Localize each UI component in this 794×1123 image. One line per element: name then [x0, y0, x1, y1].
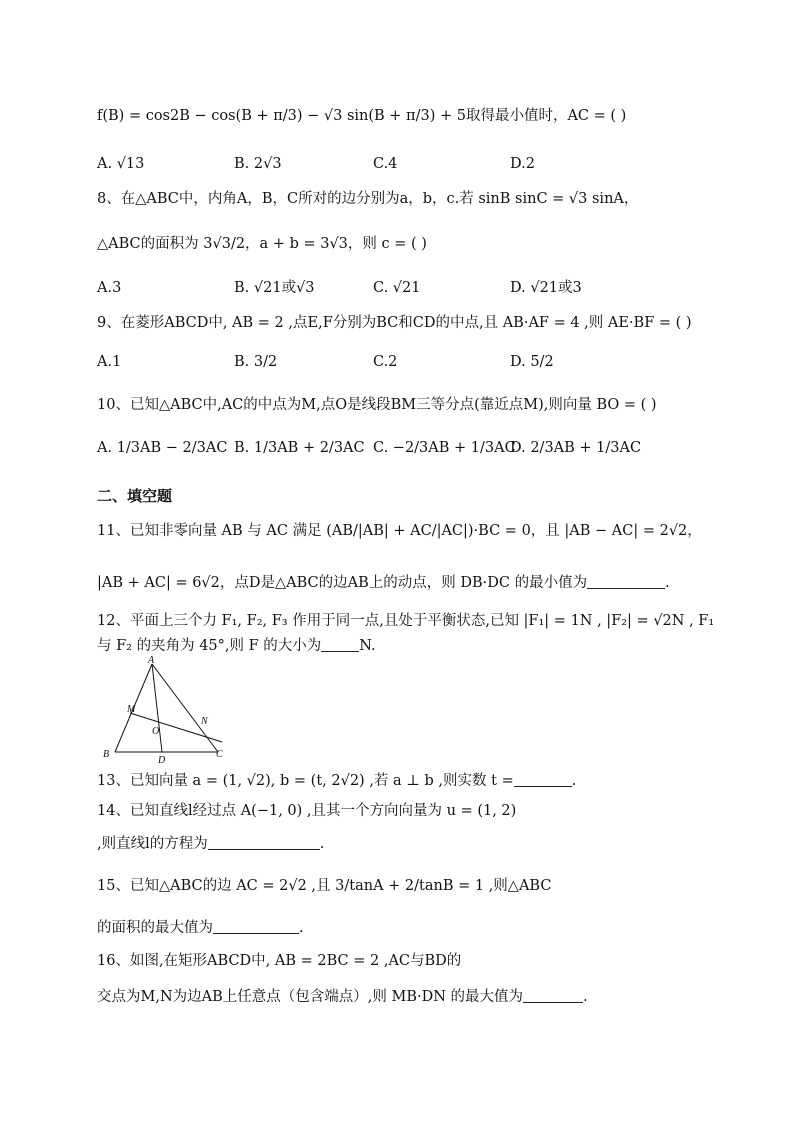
- q16-stem-line1: 16、如图,在矩形ABCD中, AB = 2BC = 2 ,AC与BD的: [97, 953, 462, 969]
- q15-end: .: [299, 920, 304, 936]
- q7-option-a[interactable]: A. √13: [97, 156, 145, 172]
- q8-option-a[interactable]: A.3: [97, 280, 122, 296]
- q8-stem-line1: 8、在△ABC中，内角A，B，C所对的边分别为a，b，c.若 sinB sinC = √3 sinA，: [97, 191, 639, 207]
- figure-label-c: C: [216, 749, 223, 760]
- q14-stem-line1: 14、已知直线l经过点 A(−1, 0) ,且其一个方向向量为 u = (1, 2): [97, 803, 517, 819]
- figure-line-mn: [130, 713, 222, 742]
- q11-stem-line1: 11、已知非零向量 AB 与 AC 满足 (AB/|AB| + AC/|AC|)·BC = 0，且 |AB − AC| = 2√2，: [97, 523, 702, 539]
- q16-answer-blank[interactable]: [523, 988, 583, 1003]
- figure-label-d: D: [158, 755, 166, 766]
- q16-line2-text: 交点为M,N为边AB上任意点（包含端点）,则 MB·DN 的最大值为: [97, 989, 524, 1005]
- q7-option-d[interactable]: D.2: [510, 156, 535, 172]
- figure-label-m: M: [127, 704, 136, 715]
- q11-answer-blank[interactable]: [587, 574, 665, 589]
- q12-stem-line2: [97, 636, 376, 656]
- q16-stem-line2: [97, 987, 588, 1007]
- q8-option-c[interactable]: C. √21: [373, 280, 421, 296]
- q13-line1-text: 13、已知向量 a = (1, √2), b = (t, 2√2) ,若 a ⊥ b ,则实数 t =: [97, 773, 514, 789]
- q10-options: [97, 436, 717, 460]
- q12-answer-blank[interactable]: [321, 637, 359, 652]
- section-title-fill-in: 二、填空题: [97, 487, 173, 505]
- q8-options: [97, 276, 717, 300]
- q11-end: .: [665, 575, 670, 591]
- q12-end: N.: [359, 638, 376, 654]
- q16-end: .: [583, 989, 588, 1005]
- q11-line2-text: |AB + AC| = 6√2，点D是△ABC的边AB上的动点，则 DB·DC 的最小值为: [97, 575, 588, 591]
- figure-median-ad: [152, 664, 162, 752]
- q9-option-d[interactable]: D. 5/2: [510, 354, 554, 370]
- q13-answer-blank[interactable]: [514, 772, 572, 787]
- q14-answer-blank[interactable]: [208, 835, 320, 850]
- q15-stem-line2: [97, 918, 304, 938]
- q10-option-a[interactable]: A. 1/3AB − 2/3AC: [97, 440, 228, 456]
- q9-options: [97, 350, 717, 374]
- q12-stem-line1: 12、平面上三个力 F₁, F₂, F₃ 作用于同一点,且处于平衡状态,已知 |F₁| = 1N , |F₂| = √2N , F₁: [97, 613, 715, 629]
- q12-line2-text: 与 F₂ 的夹角为 45°,则 F 的大小为: [97, 638, 322, 654]
- figure-label-a: A: [148, 656, 155, 666]
- q9-option-b[interactable]: B. 3/2: [234, 354, 278, 370]
- q7-options: [97, 152, 717, 176]
- q9-stem-line1: 9、在菱形ABCD中, AB = 2 ,点E,F分别为BC和CD的中点,且 AB·AF = 4 ,则 AE·BF = ( ): [97, 315, 692, 331]
- q10-option-d[interactable]: D. 2/3AB + 1/3AC: [510, 440, 642, 456]
- figure-label-o: O: [152, 726, 160, 737]
- q8-stem-line2: △ABC的面积为 3√3/2，a + b = 3√3，则 c = ( ): [97, 236, 427, 252]
- q14-end: .: [319, 836, 325, 852]
- q15-stem-line1: 15、已知△ABC的边 AC = 2√2 ,且 3/tanA + 2/tanB = 1 ,则△ABC: [97, 878, 552, 894]
- triangle-figure: [100, 656, 230, 766]
- q10-option-b[interactable]: B. 1/3AB + 2/3AC: [234, 440, 365, 456]
- figure-side-ac: [152, 664, 218, 752]
- q15-answer-blank[interactable]: [213, 919, 299, 934]
- q9-option-c[interactable]: C.2: [373, 354, 398, 370]
- q7-option-c[interactable]: C.4: [373, 156, 398, 172]
- figure-label-b: B: [103, 749, 110, 760]
- q8-option-d[interactable]: D. √21或3: [510, 280, 582, 296]
- q8-option-b[interactable]: B. √21或√3: [234, 280, 315, 296]
- q10-stem-line1: 10、已知△ABC中,AC的中点为M,点O是线段BM三等分点(靠近点M),则向量 BO = ( ): [97, 397, 657, 413]
- q10-option-c[interactable]: C. −2/3AB + 1/3AC: [373, 440, 516, 456]
- q14-line2-text: ,则直线l的方程为: [97, 836, 208, 852]
- q9-option-a[interactable]: A.1: [97, 354, 122, 370]
- q11-stem-line2: [97, 573, 670, 593]
- figure-label-n: N: [201, 716, 208, 727]
- q13-stem-line1: [97, 771, 576, 791]
- q7-stem-line: f(B) = cos2B − cos(B + π/3) − √3 sin(B + π/3) + 5取得最小值时，AC = ( ): [97, 108, 627, 124]
- q13-end: .: [571, 773, 577, 789]
- q7-option-b[interactable]: B. 2√3: [234, 156, 282, 172]
- q14-stem-line2: [97, 834, 324, 854]
- q15-line2-text: 的面积的最大值为: [97, 920, 213, 936]
